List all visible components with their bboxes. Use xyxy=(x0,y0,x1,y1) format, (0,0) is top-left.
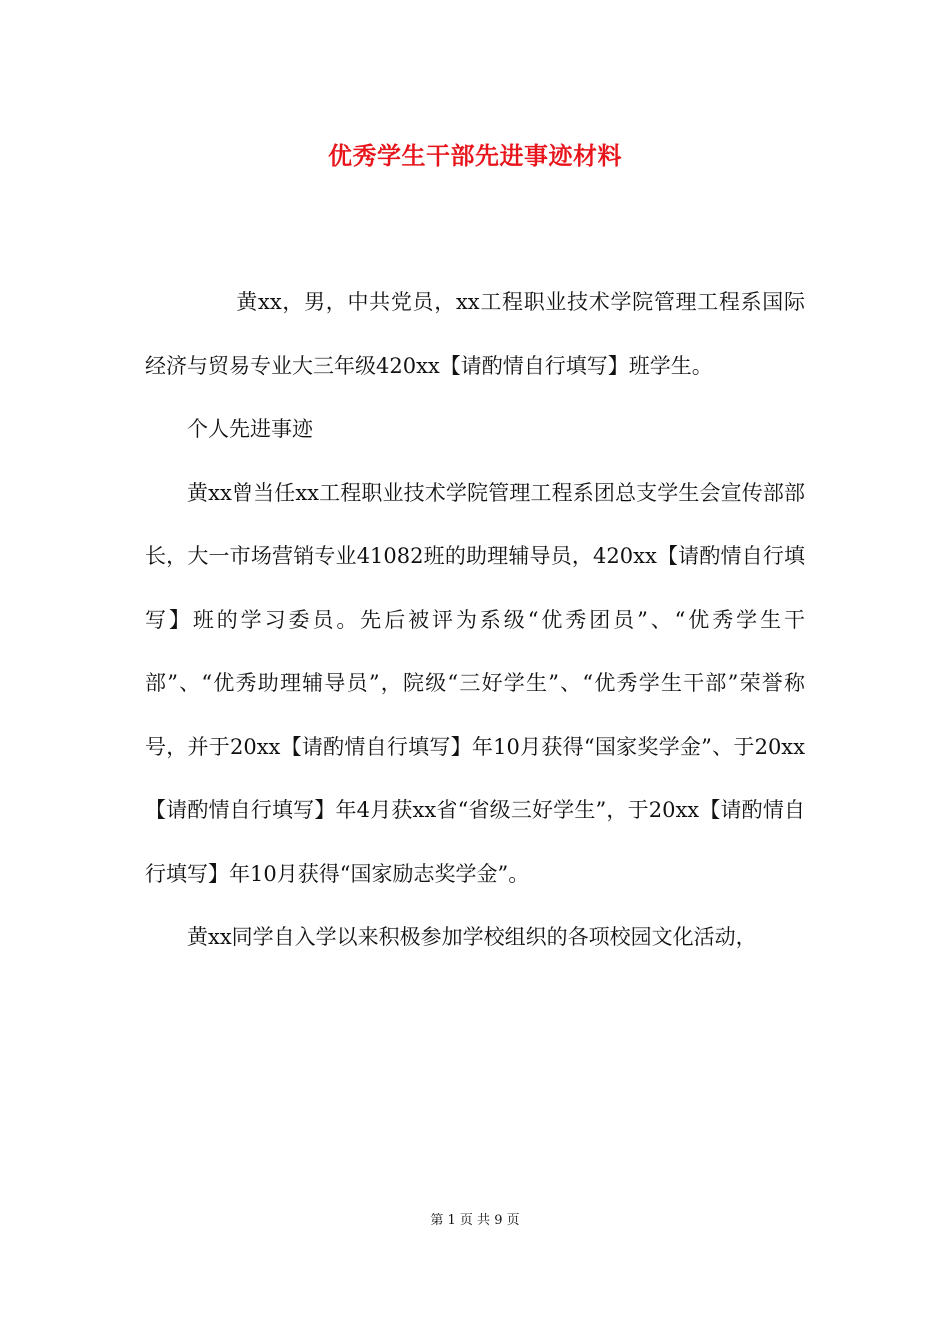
document-title: 优秀学生干部先进事迹材料 xyxy=(328,141,622,170)
paragraph-activities: 黄xx同学自入学以来积极参加学校组织的各项校园文化活动， xyxy=(187,925,757,949)
section-heading: 个人先进事迹 xyxy=(187,417,313,441)
paragraph-achievements: 黄xx曾当任xx工程职业技术学院管理工程系团总支学生会宣传部部长，大一市场营销专业41082班的助理辅导员，420xx【请酌情自行填写】班的学习委员。先后被评为系级“优秀团员”、“优秀学生干部”、“优秀助理辅导员”，院级“三好学生”、“优秀学生干部”荣誉称号，并于20xx【请酌情自行填写】年10月获得“国家奖学金”、于20xx【请酌情自行填写】年4月获xx省“省级三好学生”，于20xx【请酌情自行填写】年10月获得“国家励志奖学金”。 xyxy=(145,480,805,886)
document-body xyxy=(145,271,805,970)
paragraph-intro: 黄xx，男，中共党员，xx工程职业技术学院管理工程系国际经济与贸易专业大三年级420xx【请酌情自行填写】班学生。 xyxy=(145,290,805,378)
page-number-footer: 第 1 页 共 9 页 xyxy=(430,1213,520,1228)
